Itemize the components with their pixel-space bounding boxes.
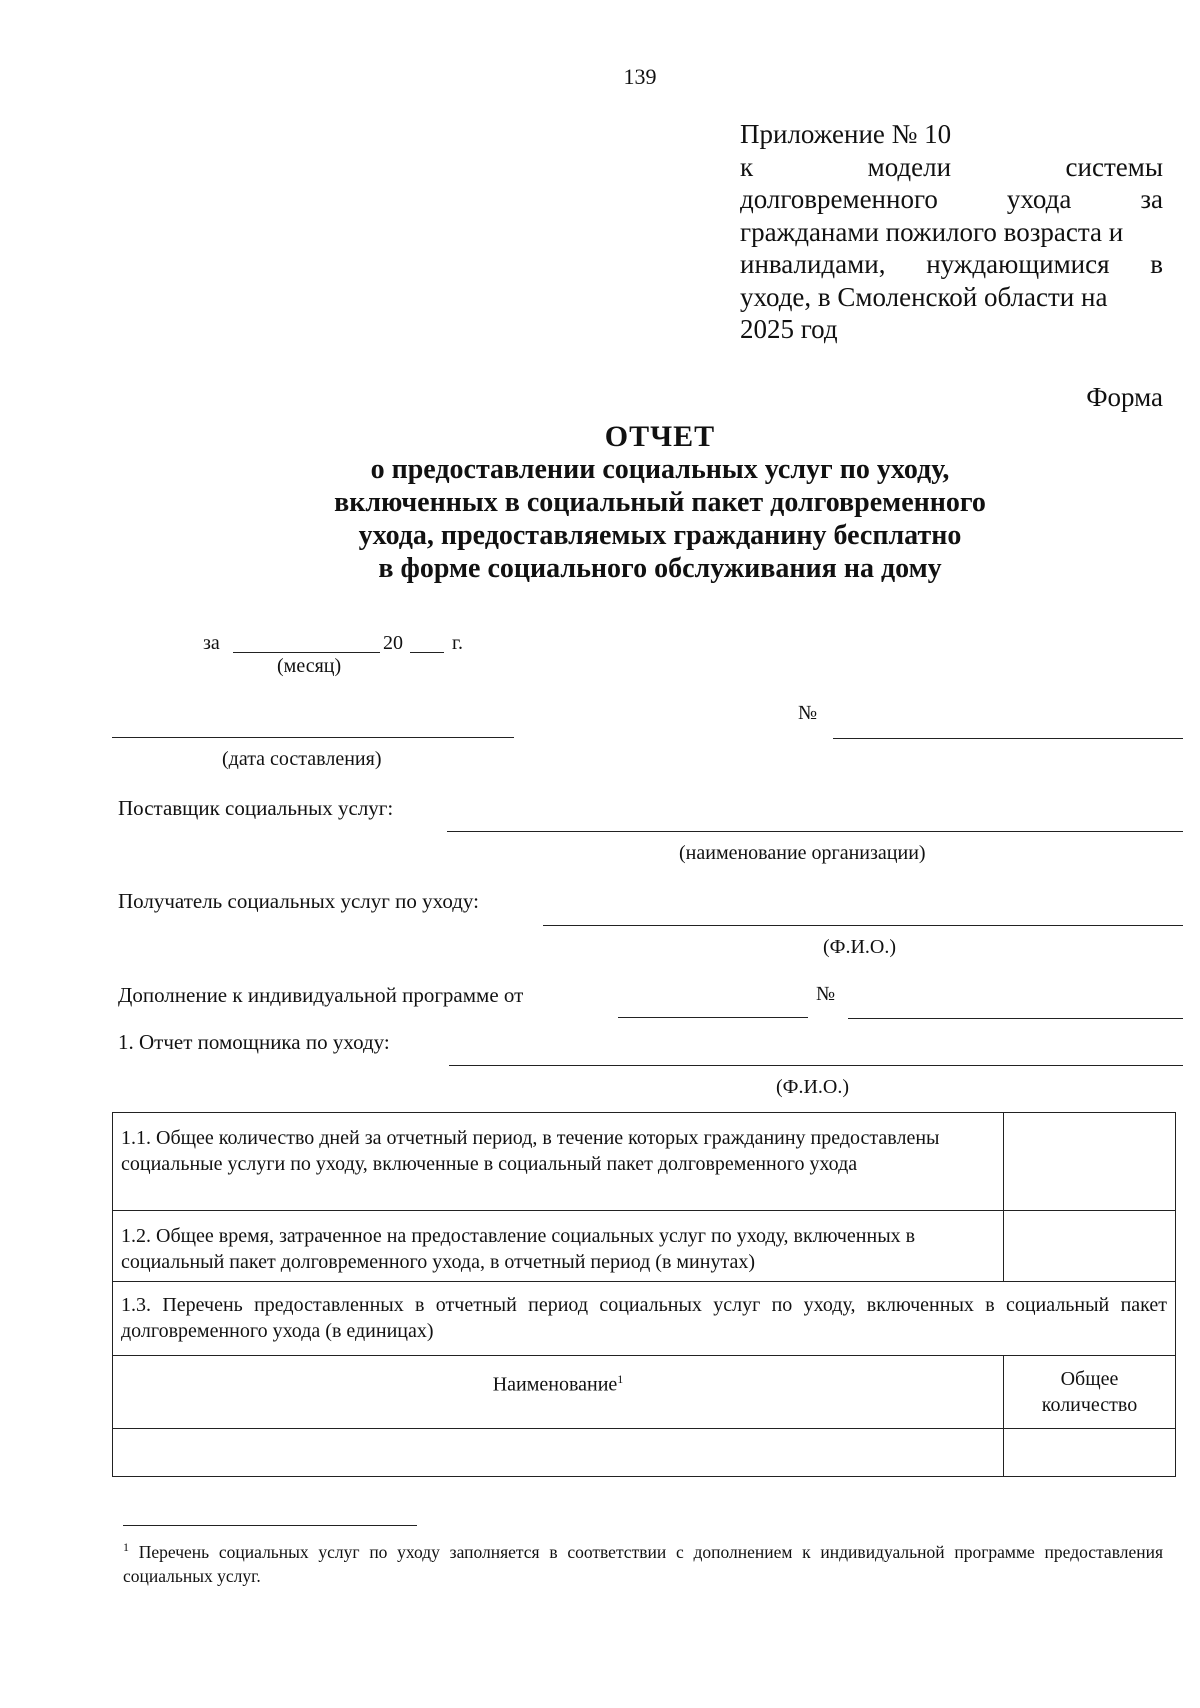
row-1-2-label: 1.2. Общее время, затраченное на предоставление социальных услуг по уходу, включенных в социальный пакет долговременного ухода, в отчетный период (в минутах): [113, 1211, 1004, 1282]
table-row: [113, 1211, 1176, 1282]
appendix-title: Приложение № 10: [740, 119, 952, 149]
report-title-line-4: в форме социального обслуживания на дому: [378, 553, 942, 584]
footnote: [123, 1535, 1163, 1588]
year-suffix: г.: [452, 632, 463, 654]
service-total-cell[interactable]: [1004, 1429, 1176, 1477]
addition-number-line[interactable]: [848, 1018, 1183, 1019]
addition-number-sign: №: [816, 983, 836, 1005]
table-row: [113, 1113, 1176, 1211]
assistant-field-line[interactable]: [449, 1065, 1183, 1066]
report-title-line-1: о предоставлении социальных услуг по уходу,: [370, 454, 950, 485]
month-field-line[interactable]: [233, 652, 380, 653]
row-1-1-value-cell[interactable]: [1004, 1113, 1176, 1211]
provider-field-line[interactable]: [447, 831, 1183, 832]
report-title-line-2: включенных в социальный пакет долговременного: [334, 487, 986, 518]
year-field-line[interactable]: [410, 652, 444, 653]
year-prefix: 20: [383, 632, 403, 654]
assistant-caption: (Ф.И.О.): [776, 1076, 850, 1098]
appendix-line-1: к модели системы: [740, 151, 1163, 182]
addition-date-line[interactable]: [618, 1017, 808, 1018]
date-caption: (дата составления): [222, 748, 382, 770]
recipient-caption: (Ф.И.О.): [823, 936, 897, 958]
date-field-line[interactable]: [112, 737, 514, 738]
report-title-line-3: ухода, предоставляемых гражданину бесплатно: [358, 520, 962, 551]
footnote-text: Перечень социальных услуг по уходу заполняется в соответствии с дополнением к индивидуальной программе предоставления социальных услуг.: [123, 1541, 1164, 1586]
appendix-line-2: долговременного ухода за: [740, 184, 1163, 214]
row-1-2-value-cell[interactable]: [1004, 1211, 1176, 1282]
appendix-block: [740, 118, 1163, 346]
report-title-main: ОТЧЕТ: [604, 420, 716, 453]
recipient-field-line[interactable]: [543, 925, 1183, 926]
footnote-mark: 1: [123, 1540, 129, 1554]
page-number: 139: [623, 64, 657, 89]
provider-label: Поставщик социальных услуг:: [118, 796, 394, 820]
row-1-1-label: 1.1. Общее количество дней за отчетный период, в течение которых гражданину предоставлены социальные услуги по уходу, включенные в социальный пакет долговременного ухода: [113, 1113, 1004, 1211]
form-label: Форма: [1086, 382, 1163, 412]
assistant-label: 1. Отчет помощника по уходу:: [118, 1030, 390, 1054]
column-header-total: Общее количество: [1004, 1356, 1176, 1429]
period-prefix: за: [203, 632, 220, 654]
report-table: [112, 1112, 1176, 1477]
recipient-label: Получатель социальных услуг по уходу:: [118, 889, 479, 913]
row-1-3-label: 1.3. Перечень предоставленных в отчетный период социальных услуг по уходу, включенных в социальный пакет долговременного ухода (в единицах): [113, 1282, 1176, 1356]
table-header-row: [113, 1356, 1176, 1429]
month-caption: (месяц): [277, 655, 342, 677]
number-field-line[interactable]: [833, 738, 1183, 739]
column-header-name: Наименование$^1$: [113, 1356, 1004, 1429]
appendix-line-3: гражданами пожилого возраста и: [740, 216, 1124, 247]
report-title: [300, 420, 1020, 585]
number-sign: №: [798, 702, 818, 724]
footnote-separator: [123, 1525, 417, 1526]
table-row: [113, 1282, 1176, 1356]
appendix-line-6: 2025 год: [740, 314, 838, 344]
addition-label: Дополнение к индивидуальной программе от: [118, 983, 524, 1007]
appendix-line-4: инвалидами, нуждающимися в: [740, 249, 1163, 279]
appendix-line-5: уходе, в Смоленской области на: [740, 281, 1108, 312]
provider-caption: (наименование организации): [679, 842, 926, 864]
table-row: [113, 1429, 1176, 1477]
footnote-ref: 1: [617, 1372, 624, 1386]
service-name-cell[interactable]: [113, 1429, 1004, 1477]
